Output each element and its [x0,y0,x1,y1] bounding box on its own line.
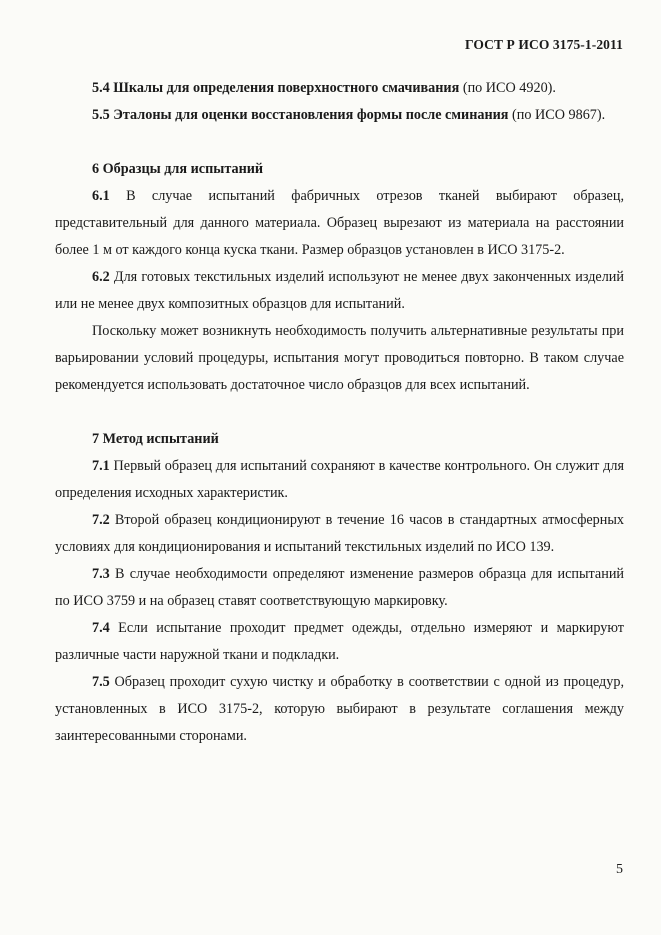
document-header: ГОСТ Р ИСО 3175-1-2011 [465,37,623,52]
paragraph-6-2 [55,264,624,318]
clause-number: 7.2 [92,512,110,528]
clause-text: (по ИСО 9867). [508,107,606,123]
clause-text: Если испытание проходит предмет одежды, отдельно измеряют и маркируют различные части наружной ткани и подкладки. [55,620,624,663]
spacer [55,129,624,156]
paragraph-7-4 [55,615,624,669]
paragraph-5-4 [55,75,624,102]
clause-text: Поскольку может возникнуть необходимость получить альтернативные результаты при варьировании условий процедуры, испытания могут проводиться повторно. В таком случае рекомендуется использовать достаточное число образцов для всех испытаний. [55,323,624,393]
clause-number: 6.1 [92,188,110,204]
clause-number: 5.4 [92,80,110,96]
clause-title: Эталоны для оценки восстановления формы после сминания [113,107,509,123]
clause-number: 7.4 [92,620,110,636]
clause-number: 7.5 [92,674,110,690]
clause-number: 5.5 [92,107,110,123]
page-number: 5 [616,862,623,877]
paragraph-6-1 [55,183,624,264]
clause-text: Для готовых текстильных изделий используют не менее двух законченных изделий или не менее двух композитных образцов для испытаний. [55,269,624,312]
clause-number: 7.3 [92,566,110,582]
page-body [55,75,624,750]
clause-text: Первый образец для испытаний сохраняют в качестве контрольного. Он служит для определения исходных характеристик. [55,458,624,501]
paragraph-5-5 [55,102,624,129]
paragraph-6-note [55,318,624,399]
clause-text: В случае испытаний фабричных отрезов тканей выбирают образец, представительный для данного материала. Образец вырезают из материала на расстоянии более 1 м от каждого конца куска ткани. Размер образцов установлен в ИСО 3175-2. [55,188,624,258]
section-7-heading: 7 Метод испытаний [92,431,219,447]
paragraph-7-3 [55,561,624,615]
clause-text: Образец проходит сухую чистку и обработку в соответствии с одной из процедур, установленных в ИСО 3175-2, которую выбирают в результате соглашения между заинтересованными сторонами. [55,674,624,744]
paragraph-7-2 [55,507,624,561]
clause-text: (по ИСО 4920). [459,80,556,96]
paragraph-7-5 [55,669,624,750]
clause-number: 7.1 [92,458,110,474]
clause-text: Второй образец кондиционируют в течение 16 часов в стандартных атмосферных условиях для кондиционирования и испытаний текстильных изделий по ИСО 139. [55,512,624,555]
clause-number: 6.2 [92,269,110,285]
paragraph-7-1 [55,453,624,507]
clause-title: Шкалы для определения поверхностного смачивания [113,80,460,96]
spacer [55,399,624,426]
section-6-heading: 6 Образцы для испытаний [92,161,264,177]
clause-text: В случае необходимости определяют изменение размеров образца для испытаний по ИСО 3759 и на образец ставят соответствующую маркировку. [55,566,624,609]
